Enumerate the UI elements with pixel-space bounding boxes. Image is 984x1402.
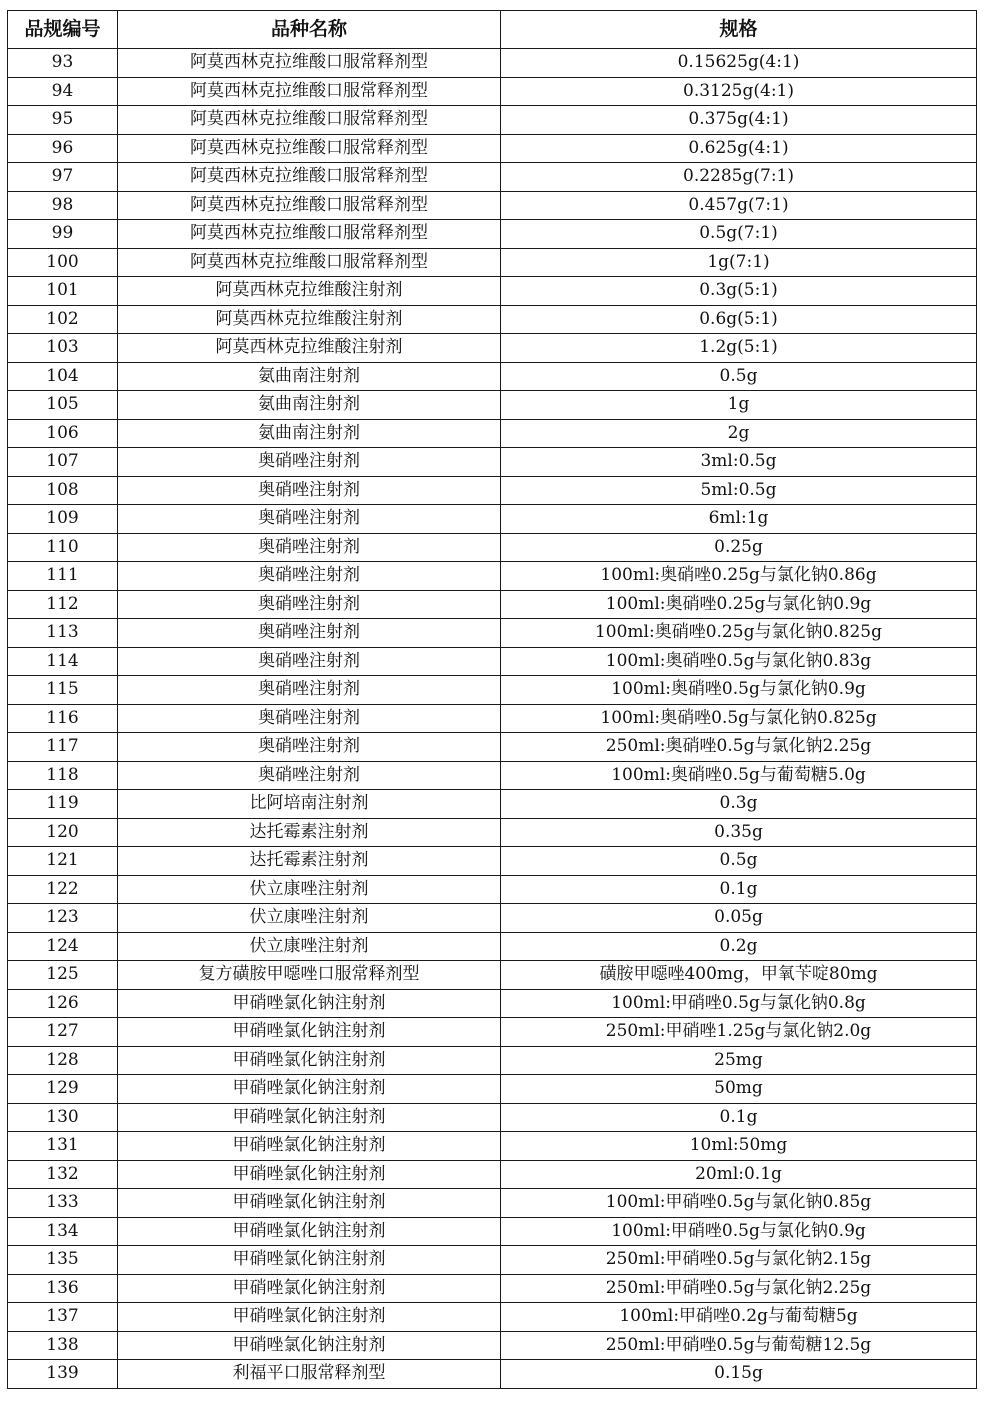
drug-name-cell: 奥硝唑注射剂 [118,647,501,676]
table-row [8,875,977,904]
spec-code-cell: 104 [8,362,118,391]
drug-name-cell: 伏立康唑注射剂 [118,904,501,933]
drug-name-cell: 奥硝唑注射剂 [118,448,501,477]
table-row [8,590,977,619]
spec-code-cell: 129 [8,1075,118,1104]
table-row [8,647,977,676]
drug-name-cell: 甲硝唑氯化钠注射剂 [118,1160,501,1189]
spec-code-cell: 139 [8,1360,118,1389]
spec-code-cell: 121 [8,847,118,876]
specification-cell: 磺胺甲噁唑400mg，甲氧苄啶80mg [501,961,977,990]
drug-name-cell: 阿莫西林克拉维酸口服常释剂型 [118,134,501,163]
specification-cell: 20ml:0.1g [501,1160,977,1189]
table-row [8,391,977,420]
drug-name-cell: 甲硝唑氯化钠注射剂 [118,1274,501,1303]
specification-cell: 25mg [501,1046,977,1075]
spec-code-cell: 124 [8,932,118,961]
spec-code-cell: 109 [8,505,118,534]
spec-code-cell: 96 [8,134,118,163]
drug-name-cell: 阿莫西林克拉维酸注射剂 [118,305,501,334]
drug-name-cell: 甲硝唑氯化钠注射剂 [118,1217,501,1246]
specification-cell: 1g [501,391,977,420]
drug-name-cell: 奥硝唑注射剂 [118,533,501,562]
drug-name-cell: 奥硝唑注射剂 [118,733,501,762]
spec-code-cell: 134 [8,1217,118,1246]
spec-code-cell: 111 [8,562,118,591]
table-row [8,562,977,591]
table-row [8,1274,977,1303]
specification-cell: 100ml:甲硝唑0.5g与氯化钠0.8g [501,989,977,1018]
table-row [8,1018,977,1047]
table-row [8,49,977,78]
drug-name-cell: 奥硝唑注射剂 [118,676,501,705]
spec-code-cell: 98 [8,191,118,220]
drug-name-cell: 伏立康唑注射剂 [118,875,501,904]
specification-cell: 250ml:甲硝唑1.25g与氯化钠2.0g [501,1018,977,1047]
specification-cell: 0.5g [501,847,977,876]
specification-cell: 0.35g [501,818,977,847]
spec-code-cell: 97 [8,163,118,192]
spec-code-cell: 137 [8,1303,118,1332]
specification-cell: 0.15g [501,1360,977,1389]
spec-code-cell: 128 [8,1046,118,1075]
spec-code-cell: 132 [8,1160,118,1189]
table-row [8,134,977,163]
spec-code-cell: 117 [8,733,118,762]
table-row [8,191,977,220]
drug-name-cell: 比阿培南注射剂 [118,790,501,819]
table-row [8,790,977,819]
drug-name-cell: 阿莫西林克拉维酸注射剂 [118,334,501,363]
drug-name-cell: 阿莫西林克拉维酸口服常释剂型 [118,49,501,78]
specification-cell: 100ml:甲硝唑0.5g与氯化钠0.85g [501,1189,977,1218]
spec-code-cell: 131 [8,1132,118,1161]
drug-name-cell: 甲硝唑氯化钠注射剂 [118,1303,501,1332]
specification-cell: 100ml:奥硝唑0.5g与氯化钠0.825g [501,704,977,733]
spec-code-cell: 112 [8,590,118,619]
spec-code-cell: 133 [8,1189,118,1218]
specification-cell: 0.625g(4:1) [501,134,977,163]
table-row [8,1189,977,1218]
table-row [8,305,977,334]
table-row [8,619,977,648]
drug-name-cell: 氨曲南注射剂 [118,419,501,448]
table-row [8,704,977,733]
specification-cell: 1g(7:1) [501,248,977,277]
drug-name-cell: 奥硝唑注射剂 [118,761,501,790]
spec-code-cell: 120 [8,818,118,847]
table-row [8,932,977,961]
spec-code-cell: 93 [8,49,118,78]
spec-code-cell: 103 [8,334,118,363]
specification-cell: 0.2g [501,932,977,961]
header-spec-code: 品规编号 [8,11,118,49]
table-row [8,1103,977,1132]
drug-name-cell: 甲硝唑氯化钠注射剂 [118,1189,501,1218]
spec-code-cell: 127 [8,1018,118,1047]
drug-name-cell: 奥硝唑注射剂 [118,505,501,534]
specification-cell: 100ml:奥硝唑0.25g与氯化钠0.825g [501,619,977,648]
drug-name-cell: 甲硝唑氯化钠注射剂 [118,1331,501,1360]
spec-code-cell: 106 [8,419,118,448]
specification-cell: 100ml:奥硝唑0.25g与氯化钠0.86g [501,562,977,591]
drug-name-cell: 奥硝唑注射剂 [118,619,501,648]
header-specification: 规格 [501,11,977,49]
specification-cell: 250ml:甲硝唑0.5g与葡萄糖12.5g [501,1331,977,1360]
spec-code-cell: 123 [8,904,118,933]
drug-name-cell: 达托霉素注射剂 [118,818,501,847]
specification-cell: 100ml:奥硝唑0.5g与氯化钠0.83g [501,647,977,676]
drug-name-cell: 甲硝唑氯化钠注射剂 [118,1075,501,1104]
spec-code-cell: 105 [8,391,118,420]
spec-code-cell: 108 [8,476,118,505]
table-row [8,248,977,277]
spec-code-cell: 119 [8,790,118,819]
drug-name-cell: 阿莫西林克拉维酸口服常释剂型 [118,191,501,220]
drug-name-cell: 阿莫西林克拉维酸口服常释剂型 [118,106,501,135]
specification-cell: 0.5g [501,362,977,391]
specification-cell: 100ml:甲硝唑0.5g与氯化钠0.9g [501,1217,977,1246]
specification-cell: 10ml:50mg [501,1132,977,1161]
spec-code-cell: 138 [8,1331,118,1360]
table-row [8,847,977,876]
drug-name-cell: 甲硝唑氯化钠注射剂 [118,1103,501,1132]
spec-code-cell: 100 [8,248,118,277]
specification-cell: 0.375g(4:1) [501,106,977,135]
spec-code-cell: 125 [8,961,118,990]
spec-code-cell: 118 [8,761,118,790]
table-row [8,1160,977,1189]
spec-code-cell: 136 [8,1274,118,1303]
header-row [8,11,977,49]
spec-code-cell: 107 [8,448,118,477]
specification-cell: 0.3g [501,790,977,819]
table-row [8,961,977,990]
specification-cell: 0.25g [501,533,977,562]
specification-cell: 6ml:1g [501,505,977,534]
table-row [8,334,977,363]
table-row [8,362,977,391]
table-row [8,1331,977,1360]
drug-name-cell: 阿莫西林克拉维酸口服常释剂型 [118,163,501,192]
table-row [8,1303,977,1332]
spec-code-cell: 122 [8,875,118,904]
drug-name-cell: 伏立康唑注射剂 [118,932,501,961]
table-row [8,106,977,135]
drug-name-cell: 氨曲南注射剂 [118,362,501,391]
table-row [8,818,977,847]
specification-cell: 0.3g(5:1) [501,277,977,306]
table-row [8,733,977,762]
table-row [8,77,977,106]
spec-code-cell: 135 [8,1246,118,1275]
table-row [8,505,977,534]
table-row [8,476,977,505]
table-row [8,1046,977,1075]
drug-name-cell: 奥硝唑注射剂 [118,704,501,733]
table-row [8,989,977,1018]
table-row [8,761,977,790]
drug-name-cell: 阿莫西林克拉维酸注射剂 [118,277,501,306]
drug-name-cell: 甲硝唑氯化钠注射剂 [118,1246,501,1275]
specification-cell: 100ml:甲硝唑0.2g与葡萄糖5g [501,1303,977,1332]
specification-cell: 1.2g(5:1) [501,334,977,363]
specification-cell: 0.2285g(7:1) [501,163,977,192]
spec-code-cell: 130 [8,1103,118,1132]
drug-name-cell: 甲硝唑氯化钠注射剂 [118,1018,501,1047]
drug-name-cell: 复方磺胺甲噁唑口服常释剂型 [118,961,501,990]
specification-cell: 250ml:奥硝唑0.5g与氯化钠2.25g [501,733,977,762]
specification-cell: 3ml:0.5g [501,448,977,477]
specification-cell: 100ml:奥硝唑0.5g与葡萄糖5.0g [501,761,977,790]
drug-name-cell: 甲硝唑氯化钠注射剂 [118,1046,501,1075]
table-row [8,1360,977,1389]
spec-code-cell: 95 [8,106,118,135]
specification-cell: 250ml:甲硝唑0.5g与氯化钠2.15g [501,1246,977,1275]
specification-cell: 50mg [501,1075,977,1104]
drug-spec-table [7,10,977,1389]
drug-name-cell: 阿莫西林克拉维酸口服常释剂型 [118,220,501,249]
drug-name-cell: 奥硝唑注射剂 [118,476,501,505]
table-row [8,163,977,192]
specification-cell: 0.6g(5:1) [501,305,977,334]
specification-cell: 0.5g(7:1) [501,220,977,249]
drug-name-cell: 甲硝唑氯化钠注射剂 [118,989,501,1018]
table-row [8,277,977,306]
specification-cell: 0.457g(7:1) [501,191,977,220]
table-row [8,220,977,249]
table-row [8,448,977,477]
specification-cell: 0.15625g(4:1) [501,49,977,78]
spec-code-cell: 115 [8,676,118,705]
spec-code-cell: 110 [8,533,118,562]
drug-name-cell: 达托霉素注射剂 [118,847,501,876]
table-row [8,1132,977,1161]
table-row [8,1246,977,1275]
spec-code-cell: 101 [8,277,118,306]
header-drug-name: 品种名称 [118,11,501,49]
specification-cell: 100ml:奥硝唑0.5g与氯化钠0.9g [501,676,977,705]
specification-cell: 0.05g [501,904,977,933]
table-row [8,419,977,448]
spec-code-cell: 114 [8,647,118,676]
drug-name-cell: 氨曲南注射剂 [118,391,501,420]
table-row [8,533,977,562]
drug-name-cell: 阿莫西林克拉维酸口服常释剂型 [118,248,501,277]
table-row [8,676,977,705]
spec-code-cell: 102 [8,305,118,334]
drug-name-cell: 奥硝唑注射剂 [118,590,501,619]
specification-cell: 5ml:0.5g [501,476,977,505]
drug-name-cell: 利福平口服常释剂型 [118,1360,501,1389]
spec-code-cell: 116 [8,704,118,733]
spec-code-cell: 94 [8,77,118,106]
drug-name-cell: 甲硝唑氯化钠注射剂 [118,1132,501,1161]
specification-cell: 250ml:甲硝唑0.5g与氯化钠2.25g [501,1274,977,1303]
specification-cell: 0.3125g(4:1) [501,77,977,106]
specification-cell: 2g [501,419,977,448]
specification-cell: 0.1g [501,875,977,904]
specification-cell: 100ml:奥硝唑0.25g与氯化钠0.9g [501,590,977,619]
spec-code-cell: 113 [8,619,118,648]
table-row [8,1217,977,1246]
specification-cell: 0.1g [501,1103,977,1132]
table-row [8,1075,977,1104]
table-row [8,904,977,933]
spec-code-cell: 99 [8,220,118,249]
drug-name-cell: 阿莫西林克拉维酸口服常释剂型 [118,77,501,106]
drug-name-cell: 奥硝唑注射剂 [118,562,501,591]
spec-code-cell: 126 [8,989,118,1018]
